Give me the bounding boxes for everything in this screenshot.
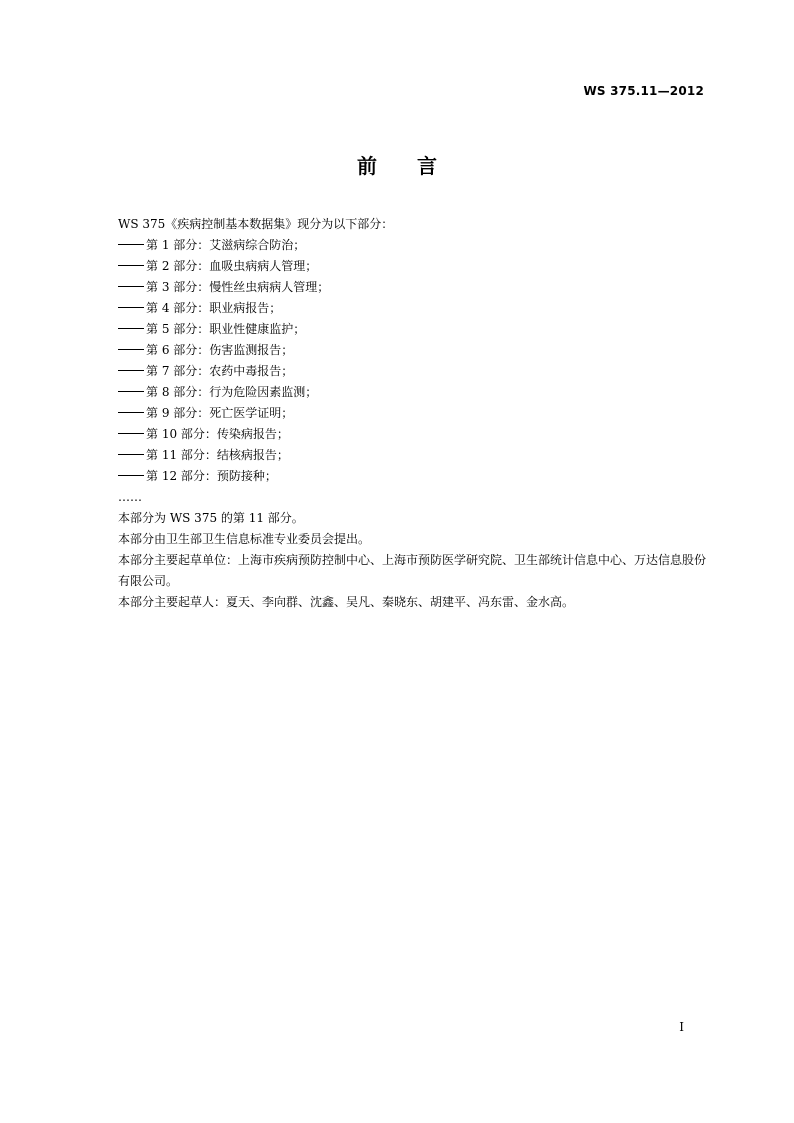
part-item (118, 340, 714, 361)
part-label: 第 8 部分：行为危险因素监测； (146, 385, 318, 399)
part-label: 第 2 部分：血吸虫病病人管理； (146, 259, 318, 273)
paragraph-drafters: 本部分主要起草人：夏天、李向群、沈鑫、吴凡、秦晓东、胡建平、冯东雷、金水高。 (118, 595, 575, 609)
part-item (118, 277, 714, 298)
part-item (118, 382, 714, 403)
dash-mark (118, 265, 144, 266)
dash-mark (118, 370, 144, 371)
part-item (118, 424, 714, 445)
dash-mark (118, 244, 144, 245)
standard-code: WS 375.11—2012 (583, 84, 704, 98)
part-label: 第 4 部分：职业病报告； (146, 301, 282, 315)
page-number: I (679, 1020, 684, 1034)
paragraph-drafting-units: 本部分主要起草单位：上海市疾病预防控制中心、上海市预防医学研究院、卫生部统计信息中心、万达信息股份有限公司。 (118, 553, 707, 588)
part-label: 第 10 部分：传染病报告； (146, 427, 289, 441)
paragraph-proposer: 本部分由卫生部卫生信息标准专业委员会提出。 (118, 532, 371, 546)
part-label: 第 11 部分：结核病报告； (146, 448, 289, 462)
part-label: 第 1 部分：艾滋病综合防治； (146, 238, 306, 252)
paragraph-part-number: 本部分为 WS 375 的第 11 部分。 (118, 511, 304, 525)
part-label: 第 5 部分：职业性健康监护； (146, 322, 306, 336)
dash-mark (118, 391, 144, 392)
part-item (118, 256, 714, 277)
dash-mark (118, 328, 144, 329)
part-item (118, 298, 714, 319)
part-label: 第 12 部分：预防接种； (146, 469, 277, 483)
part-label: 第 3 部分：慢性丝虫病病人管理； (146, 280, 330, 294)
part-label: 第 6 部分：伤害监测报告； (146, 343, 294, 357)
part-item (118, 235, 714, 256)
dash-mark (118, 433, 144, 434)
part-label: 第 9 部分：死亡医学证明； (146, 406, 294, 420)
dash-mark (118, 286, 144, 287)
dash-mark (118, 349, 144, 350)
dash-mark (118, 412, 144, 413)
part-item (118, 445, 714, 466)
part-label: 第 7 部分：农药中毒报告； (146, 364, 294, 378)
part-item (118, 466, 714, 487)
ellipsis-line: …… (118, 490, 142, 504)
intro-line: WS 375《疾病控制基本数据集》现分为以下部分： (118, 217, 394, 231)
part-item (118, 361, 714, 382)
preface-body (118, 214, 714, 613)
dash-mark (118, 454, 144, 455)
part-item (118, 319, 714, 340)
dash-mark (118, 475, 144, 476)
part-item (118, 403, 714, 424)
page-title: 前言 (357, 154, 477, 178)
dash-mark (118, 307, 144, 308)
